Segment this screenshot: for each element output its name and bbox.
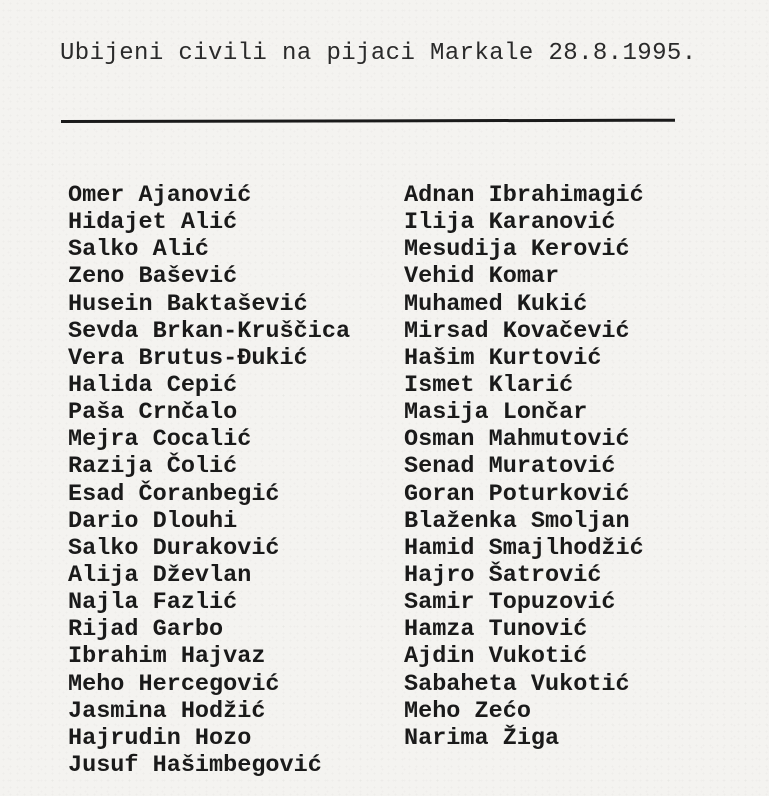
victim-name: Hamza Tunović — [404, 616, 588, 644]
victim-name: Rijad Garbo — [68, 616, 224, 644]
victim-name: Jusuf Hašimbegović — [68, 751, 322, 779]
victim-name: Hajrudin Hozo — [68, 724, 252, 752]
victim-name: Ilija Karanović — [404, 209, 616, 237]
victim-name: Halida Cepić — [68, 371, 238, 399]
victim-name: Paša Crnčalo — [68, 399, 238, 427]
victim-name: Vehid Komar — [404, 263, 560, 291]
victim-name: Goran Poturković — [404, 480, 630, 508]
victim-name: Dario Dlouhi — [68, 507, 238, 535]
victim-name: Narima Žiga — [404, 724, 560, 752]
victim-name: Samir Topuzović — [404, 589, 616, 617]
victim-name: Mirsad Kovačević — [404, 317, 630, 345]
victim-name: Senad Muratović — [404, 453, 616, 481]
victim-name: Salko Alić — [68, 236, 210, 264]
victim-name: Ajdin Vukotić — [404, 643, 588, 671]
victim-name: Zeno Bašević — [68, 263, 238, 291]
victim-name: Meho Hercegović — [68, 670, 280, 698]
victim-name: Salko Duraković — [68, 534, 280, 562]
victim-name: Vera Brutus-Đukić — [68, 344, 308, 372]
victim-name: Razija Čolić — [68, 453, 238, 481]
victim-name: Meho Zećo — [404, 697, 531, 725]
victim-name: Hidajet Alić — [68, 209, 238, 237]
victim-name: Masija Lončar — [404, 399, 588, 427]
victim-name: Hašim Kurtović — [404, 344, 602, 372]
victim-name: Omer Ajanović — [68, 182, 252, 209]
page-title: Ubijeni civili na pijaci Markale 28.8.1995. — [60, 40, 697, 67]
victim-name: Najla Fazlić — [68, 589, 238, 617]
victim-name: Osman Mahmutović — [404, 426, 630, 454]
victim-name: Mesudija Kerović — [404, 236, 630, 264]
victim-name: Sabaheta Vukotić — [404, 670, 630, 698]
victim-name: Mejra Cocalić — [68, 426, 252, 454]
victim-name: Adnan Ibrahimagić — [404, 182, 644, 209]
victim-name: Husein Baktašević — [68, 290, 308, 318]
victim-name: Ibrahim Hajvaz — [68, 643, 266, 671]
names-column-right — [404, 182, 644, 752]
names-column-left — [68, 182, 350, 779]
victim-name: Sevda Brkan-Kruščica — [68, 317, 351, 345]
victim-name: Ismet Klarić — [404, 371, 574, 399]
victim-name: Esad Čoranbegić — [68, 480, 280, 508]
victim-name: Blaženka Smoljan — [404, 507, 630, 535]
horizontal-rule — [61, 119, 675, 123]
victim-name: Hamid Smajlhodžić — [404, 534, 644, 562]
victim-name: Muhamed Kukić — [404, 290, 588, 318]
victim-name: Alija Dževlan — [68, 561, 252, 589]
victim-name: Hajro Šatrović — [404, 561, 602, 589]
victim-name: Jasmina Hodžić — [68, 697, 266, 725]
